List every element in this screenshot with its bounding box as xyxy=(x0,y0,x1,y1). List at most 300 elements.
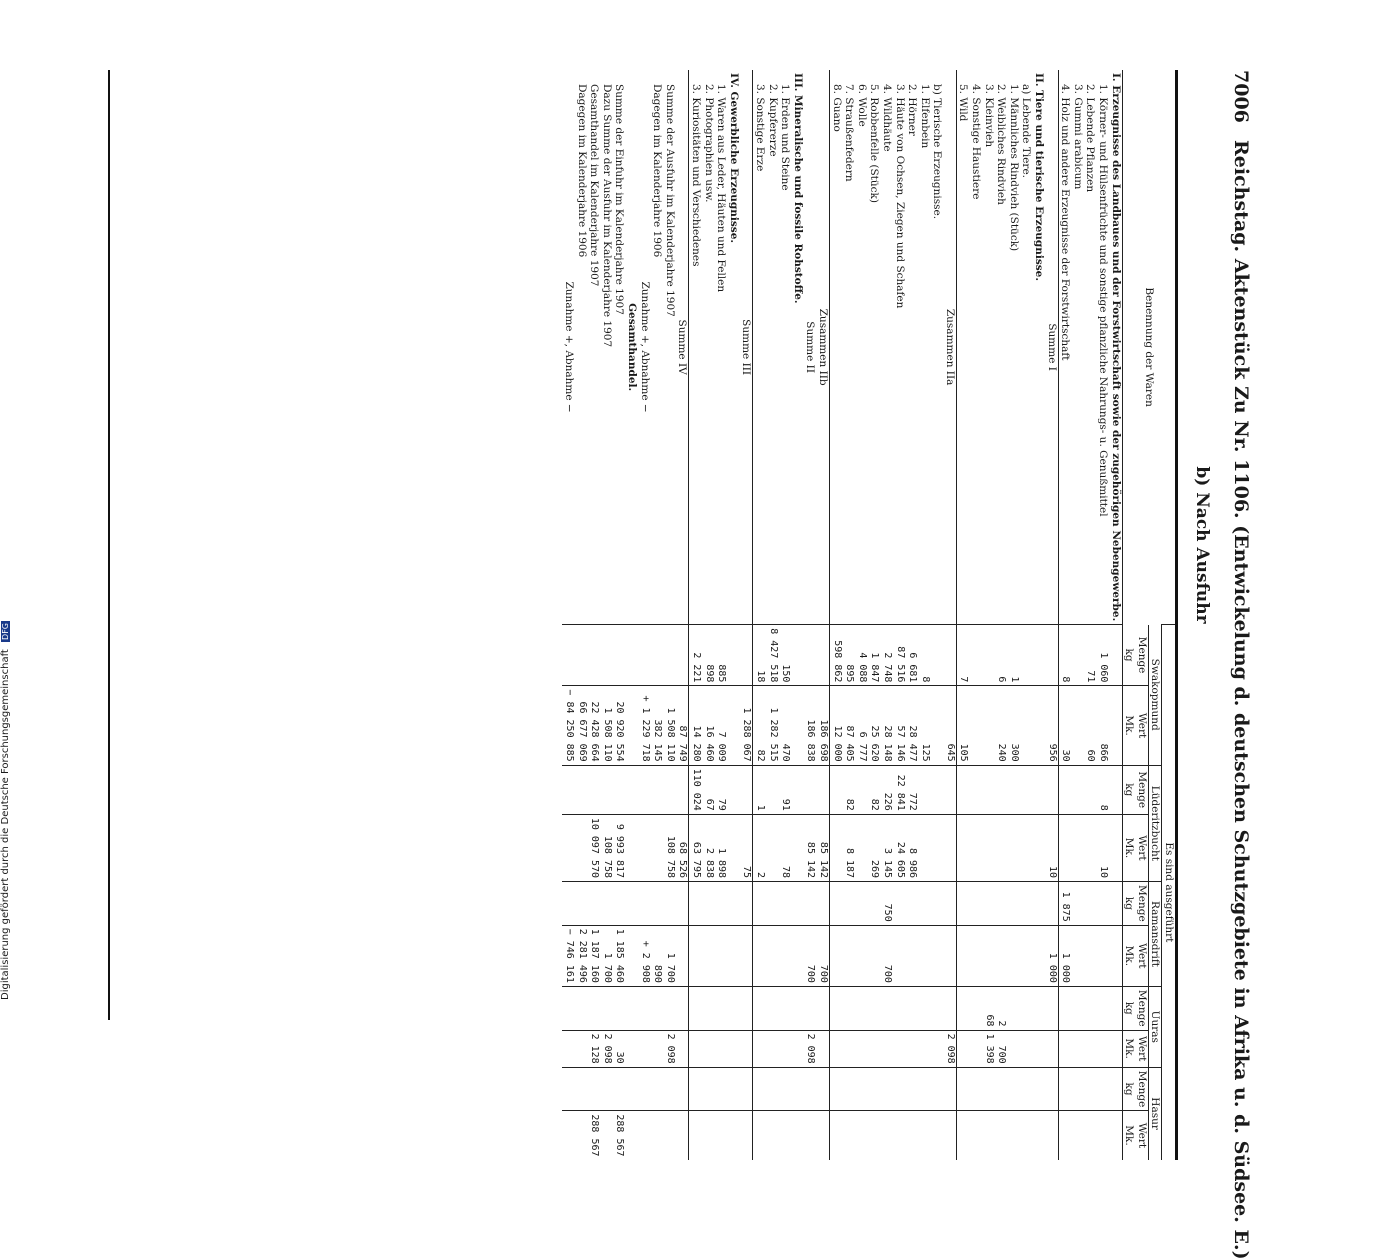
cell-value: 1 060 xyxy=(1096,625,1109,686)
cell-value xyxy=(956,1067,969,1111)
cell-value xyxy=(727,625,740,686)
cell-value xyxy=(791,1030,804,1067)
cell-value xyxy=(893,882,906,926)
row-label: 7. Straußenfedern xyxy=(843,84,856,182)
cell-value xyxy=(943,986,956,1030)
table-row xyxy=(843,70,856,1160)
table-row xyxy=(970,70,983,1160)
cell-value: 108 758 xyxy=(600,814,613,881)
cell-value xyxy=(943,625,956,686)
cell-value xyxy=(956,814,969,881)
cell-value xyxy=(563,1111,576,1160)
cell-value xyxy=(816,882,829,926)
cell-value xyxy=(676,765,689,814)
cell-value xyxy=(843,882,856,926)
cell-value xyxy=(843,1030,856,1067)
cell-value xyxy=(676,625,689,686)
cell-value xyxy=(1096,882,1109,926)
cell-value xyxy=(855,882,868,926)
cell-value xyxy=(791,686,804,765)
cell-value xyxy=(918,925,931,986)
cell-value xyxy=(1032,686,1045,765)
cell-value: 288 567 xyxy=(588,1111,601,1160)
cell-value xyxy=(779,986,792,1030)
table-row xyxy=(651,70,664,1160)
cell-value: 12 000 xyxy=(829,686,842,765)
cell-value xyxy=(804,765,817,814)
cell-value: 1 875 xyxy=(1058,882,1071,926)
cell-value: 68 526 xyxy=(676,814,689,881)
cell-value xyxy=(906,882,919,926)
menge-header xyxy=(1122,625,1148,686)
cell-value xyxy=(943,814,956,881)
cell-value xyxy=(943,925,956,986)
cell-value xyxy=(918,1067,931,1111)
cell-value xyxy=(804,986,817,1030)
cell-value xyxy=(791,765,804,814)
cell-value xyxy=(1007,1030,1020,1067)
table-row xyxy=(740,70,753,1160)
cell-value xyxy=(943,765,956,814)
cell-value: 105 xyxy=(956,686,969,765)
cell-value xyxy=(855,925,868,986)
table-row xyxy=(766,70,779,1160)
cell-value xyxy=(931,925,944,986)
cell-value: 87 516 xyxy=(893,625,906,686)
table-row xyxy=(791,70,804,1160)
cell-value xyxy=(1020,1067,1033,1111)
cell-value xyxy=(1071,882,1084,926)
cell-value xyxy=(1071,625,1084,686)
cell-value: 1 000 xyxy=(1058,925,1071,986)
cell-value: 890 xyxy=(651,925,664,986)
cell-value xyxy=(893,1111,906,1160)
cell-value xyxy=(816,1111,829,1160)
cell-value xyxy=(575,1067,588,1111)
cell-value xyxy=(1109,1111,1122,1160)
cell-value xyxy=(727,1030,740,1067)
cell-value xyxy=(638,1030,651,1067)
cell-value xyxy=(1032,625,1045,686)
cell-value xyxy=(970,1067,983,1111)
cell-value: 30 xyxy=(1058,686,1071,765)
cell-value xyxy=(791,1111,804,1160)
wert-label: Wert xyxy=(1135,1035,1148,1062)
table-row xyxy=(779,70,792,1160)
menge-header xyxy=(1122,1067,1148,1111)
cell-value xyxy=(563,1030,576,1067)
row-label: 4. Holz und andere Erzeugnisse der Forstwirtschaft xyxy=(1059,84,1072,361)
cell-value xyxy=(1071,686,1084,765)
cell-value xyxy=(1109,882,1122,926)
unit-label: Mk. xyxy=(1123,1038,1136,1059)
cell-value xyxy=(791,814,804,881)
cell-value: 645 xyxy=(943,686,956,765)
table-row xyxy=(638,70,651,1160)
dfg-logo: DFG xyxy=(1,623,10,640)
cell-value xyxy=(651,1030,664,1067)
cell-value xyxy=(753,882,766,926)
cell-value xyxy=(766,1067,779,1111)
cell-value xyxy=(1020,986,1033,1030)
cell-value xyxy=(766,925,779,986)
cell-value xyxy=(855,1030,868,1067)
unit-label: kg xyxy=(1123,896,1136,910)
cell-value xyxy=(970,925,983,986)
wert-header xyxy=(1122,925,1148,986)
cell-value xyxy=(995,1067,1008,1111)
cell-value: 68 xyxy=(982,986,995,1030)
cell-value xyxy=(1020,1030,1033,1067)
table-row xyxy=(689,70,702,1160)
row-label: 2. Photographien usw. xyxy=(702,84,715,203)
cell-value xyxy=(931,986,944,1030)
cell-value: 7 009 xyxy=(715,686,728,765)
cell-value: 30 xyxy=(613,1030,626,1067)
cell-value xyxy=(625,1067,638,1111)
cell-value xyxy=(651,986,664,1030)
page-title: Reichstag. Aktenstück Zu Nr. 1106. (Entwickelung d. deutschen Schutzgebiete in Afrika u. d. Südsee. E.) xyxy=(1230,140,1252,1260)
cell-value xyxy=(1020,925,1033,986)
cell-value xyxy=(829,1111,842,1160)
cell-value xyxy=(931,882,944,926)
row-label: 1. Männliches Rindvieh (Stück) xyxy=(1007,84,1020,252)
place-header: Ramansdrift xyxy=(1148,882,1162,987)
row-label: 2. Lebende Pflanzen xyxy=(1084,84,1097,193)
table-row xyxy=(893,70,906,1160)
cell-value xyxy=(1071,1030,1084,1067)
cell-value xyxy=(906,986,919,1030)
table-row xyxy=(816,70,829,1160)
table-row xyxy=(625,70,638,1160)
table-row xyxy=(804,70,817,1160)
cell-value: 2 748 xyxy=(880,625,893,686)
row-label: 1. Erden und Steine xyxy=(779,84,792,191)
cell-value: 28 477 xyxy=(906,686,919,765)
cell-value xyxy=(855,1111,868,1160)
cell-value xyxy=(1020,765,1033,814)
cell-value xyxy=(918,765,931,814)
table-row xyxy=(956,70,969,1160)
cell-value xyxy=(943,882,956,926)
cell-value xyxy=(804,882,817,926)
cell-value xyxy=(1058,1111,1071,1160)
cell-value: + 2 908 xyxy=(638,925,651,986)
cell-value xyxy=(651,814,664,881)
cell-value: 1 700 xyxy=(600,925,613,986)
cell-value: 67 xyxy=(702,765,715,814)
cell-value xyxy=(843,1067,856,1111)
cell-value: 598 862 xyxy=(829,625,842,686)
cell-value xyxy=(1020,625,1033,686)
row-label: 2. Kupfererze xyxy=(766,84,779,157)
cell-value xyxy=(1109,1030,1122,1067)
cell-value: 10 xyxy=(1096,814,1109,881)
cell-value xyxy=(804,625,817,686)
cell-value xyxy=(970,814,983,881)
cell-value xyxy=(880,1111,893,1160)
cell-value xyxy=(625,1030,638,1067)
table-row xyxy=(563,70,576,1160)
cell-value xyxy=(1020,686,1033,765)
cell-value xyxy=(740,1030,753,1067)
cell-value xyxy=(880,1067,893,1111)
cell-value xyxy=(1109,925,1122,986)
row-label: Dagegen im Kalenderjahre 1906 xyxy=(651,84,664,258)
cell-value xyxy=(575,765,588,814)
cell-value xyxy=(638,814,651,881)
table-row xyxy=(676,70,689,1160)
cell-value xyxy=(893,1067,906,1111)
cell-value: 150 xyxy=(779,625,792,686)
cell-value xyxy=(982,686,995,765)
cell-value: 2 xyxy=(995,986,1008,1030)
cell-value xyxy=(1071,1111,1084,1160)
cell-value xyxy=(715,1030,728,1067)
row-label: 2. Weibliches Rindvieh xyxy=(995,84,1008,205)
menge-label: Menge xyxy=(1135,636,1148,674)
table-row xyxy=(868,70,881,1160)
cell-value xyxy=(943,1111,956,1160)
cell-value xyxy=(982,882,995,926)
cell-value xyxy=(600,986,613,1030)
cell-value xyxy=(727,686,740,765)
row-label: 1. Waren aus Leder, Häuten und Fellen xyxy=(715,84,728,293)
cell-value xyxy=(970,986,983,1030)
cell-value: 1 508 110 xyxy=(663,686,676,765)
cell-value xyxy=(663,1111,676,1160)
unit-label: Mk. xyxy=(1123,715,1136,736)
cell-value xyxy=(740,765,753,814)
cell-value xyxy=(575,625,588,686)
wert-header xyxy=(1122,1111,1148,1160)
unit-label: Mk. xyxy=(1123,1125,1136,1146)
cell-value xyxy=(727,1067,740,1111)
cell-value: 28 148 xyxy=(880,686,893,765)
cell-value xyxy=(638,765,651,814)
section-subtitle: b) Nach Ausfuhr xyxy=(1192,466,1212,624)
cell-value xyxy=(766,882,779,926)
cell-value xyxy=(970,625,983,686)
cell-value xyxy=(588,765,601,814)
row-label: Summe I xyxy=(1045,70,1058,625)
cell-value: 772 xyxy=(906,765,919,814)
cell-value xyxy=(740,625,753,686)
cell-value xyxy=(779,1030,792,1067)
cell-value xyxy=(638,1111,651,1160)
cell-value xyxy=(575,1111,588,1160)
cell-value xyxy=(575,882,588,926)
table-row xyxy=(1096,70,1109,1160)
cell-value xyxy=(1109,814,1122,881)
row-label: 6. Wolle xyxy=(855,84,868,127)
cell-value xyxy=(1032,1067,1045,1111)
cell-value xyxy=(1084,986,1097,1030)
cell-value xyxy=(868,925,881,986)
cell-value: 1 185 460 xyxy=(613,925,626,986)
cell-value xyxy=(1032,1111,1045,1160)
goods-column-header: Benennung der Waren xyxy=(1122,70,1176,625)
wert-header xyxy=(1122,1030,1148,1067)
row-label: Summe der Ausfuhr im Kalenderjahre 1907 xyxy=(663,84,676,317)
cell-value: 8 187 xyxy=(843,814,856,881)
cell-value xyxy=(638,1067,651,1111)
cell-value xyxy=(893,925,906,986)
cell-value: 79 xyxy=(715,765,728,814)
unit-label: Mk. xyxy=(1123,945,1136,967)
cell-value xyxy=(588,882,601,926)
cell-value xyxy=(816,1030,829,1067)
table-row xyxy=(727,70,740,1160)
cell-value xyxy=(727,882,740,926)
cell-value xyxy=(791,882,804,926)
cell-value: 18 xyxy=(753,625,766,686)
page-header xyxy=(1220,70,1260,1260)
row-label: Zusammen IIa xyxy=(943,70,956,625)
cell-value xyxy=(676,1111,689,1160)
cell-value: 22 841 xyxy=(893,765,906,814)
cell-value xyxy=(943,1067,956,1111)
menge-label: Menge xyxy=(1135,1070,1148,1108)
cell-value: 898 xyxy=(702,625,715,686)
cell-value xyxy=(715,1067,728,1111)
cell-value xyxy=(868,882,881,926)
cell-value: 85 142 xyxy=(816,814,829,881)
cell-value xyxy=(1084,1030,1097,1067)
cell-value xyxy=(893,986,906,1030)
cell-value xyxy=(663,986,676,1030)
cell-value: 82 xyxy=(753,686,766,765)
cell-value xyxy=(1096,1111,1109,1160)
cell-value xyxy=(1007,1111,1020,1160)
cell-value xyxy=(1058,765,1071,814)
row-label: Gesamthandel. xyxy=(626,303,639,392)
cell-value xyxy=(931,1067,944,1111)
cell-value xyxy=(956,882,969,926)
cell-value xyxy=(791,625,804,686)
cell-value xyxy=(931,765,944,814)
cell-value xyxy=(689,882,702,926)
cell-value xyxy=(982,925,995,986)
cell-value xyxy=(575,814,588,881)
cell-value xyxy=(651,1067,664,1111)
cell-value xyxy=(1058,1067,1071,1111)
cell-value xyxy=(766,765,779,814)
cell-value xyxy=(766,814,779,881)
table-row xyxy=(702,70,715,1160)
cell-value xyxy=(689,1067,702,1111)
cell-value xyxy=(1032,814,1045,881)
cell-value: 2 098 xyxy=(663,1030,676,1067)
cell-value: 10 097 570 xyxy=(588,814,601,881)
cell-value xyxy=(1007,814,1020,881)
cell-value: 1 508 110 xyxy=(600,686,613,765)
cell-value xyxy=(995,814,1008,881)
cell-value: 87 405 xyxy=(843,686,856,765)
menge-label: Menge xyxy=(1135,989,1148,1027)
cell-value: 1 xyxy=(1007,625,1020,686)
cell-value: 82 xyxy=(868,765,881,814)
cell-value xyxy=(663,625,676,686)
cell-value xyxy=(563,882,576,926)
cell-value xyxy=(1020,1111,1033,1160)
table-row xyxy=(1032,70,1045,1160)
row-label: Zunahme +, Abnahme − xyxy=(563,281,576,413)
table-row xyxy=(575,70,588,1160)
cell-value xyxy=(715,1111,728,1160)
cell-value xyxy=(676,1067,689,1111)
cell-value xyxy=(956,925,969,986)
cell-value xyxy=(727,986,740,1030)
cell-value xyxy=(970,765,983,814)
cell-value xyxy=(638,986,651,1030)
row-label: 3. Gummi arabicum xyxy=(1071,84,1084,190)
cell-value xyxy=(753,986,766,1030)
cell-value xyxy=(740,1067,753,1111)
cell-value xyxy=(918,1030,931,1067)
row-label: Dagegen im Kalenderjahre 1906 xyxy=(575,84,588,258)
table-row xyxy=(753,70,766,1160)
cell-value xyxy=(613,625,626,686)
cell-value: 2 281 496 xyxy=(575,925,588,986)
cell-value xyxy=(931,814,944,881)
cell-value xyxy=(625,882,638,926)
cell-value xyxy=(970,686,983,765)
cell-value xyxy=(1007,1067,1020,1111)
cell-value xyxy=(1045,1111,1058,1160)
cell-value: 1 847 xyxy=(868,625,881,686)
cell-value xyxy=(956,765,969,814)
wert-label: Wert xyxy=(1135,835,1148,861)
cell-value xyxy=(855,765,868,814)
row-label: a) Lebende Tiere. xyxy=(1020,84,1033,178)
cell-value xyxy=(880,986,893,1030)
table-row xyxy=(613,70,626,1160)
cell-value xyxy=(600,625,613,686)
table-row xyxy=(1058,70,1071,1160)
cell-value xyxy=(1020,814,1033,881)
cell-value xyxy=(1007,882,1020,926)
cell-value xyxy=(715,925,728,986)
cell-value xyxy=(563,765,576,814)
cell-value: 895 xyxy=(843,625,856,686)
cell-value xyxy=(600,882,613,926)
cell-value xyxy=(1096,925,1109,986)
table-row xyxy=(829,70,842,1160)
table-row xyxy=(1109,70,1122,1160)
cell-value: 6 681 xyxy=(906,625,919,686)
cell-value: 2 221 xyxy=(689,625,702,686)
cell-value: 956 xyxy=(1045,686,1058,765)
cell-value xyxy=(1084,814,1097,881)
row-label: 4. Sonstige Haustiere xyxy=(970,84,983,200)
table-row xyxy=(918,70,931,1160)
cell-value xyxy=(766,1111,779,1160)
cell-value xyxy=(906,1030,919,1067)
cell-value xyxy=(766,986,779,1030)
cell-value xyxy=(663,882,676,926)
table-row xyxy=(906,70,919,1160)
row-label: 3. Kleinvieh xyxy=(982,84,995,148)
cell-value xyxy=(575,1030,588,1067)
cell-value xyxy=(753,1067,766,1111)
cell-value xyxy=(982,814,995,881)
cell-value xyxy=(779,925,792,986)
cell-value: 288 567 xyxy=(613,1111,626,1160)
cell-value xyxy=(829,814,842,881)
row-label: 5. Wild xyxy=(957,84,970,122)
table-body xyxy=(563,70,1123,1160)
